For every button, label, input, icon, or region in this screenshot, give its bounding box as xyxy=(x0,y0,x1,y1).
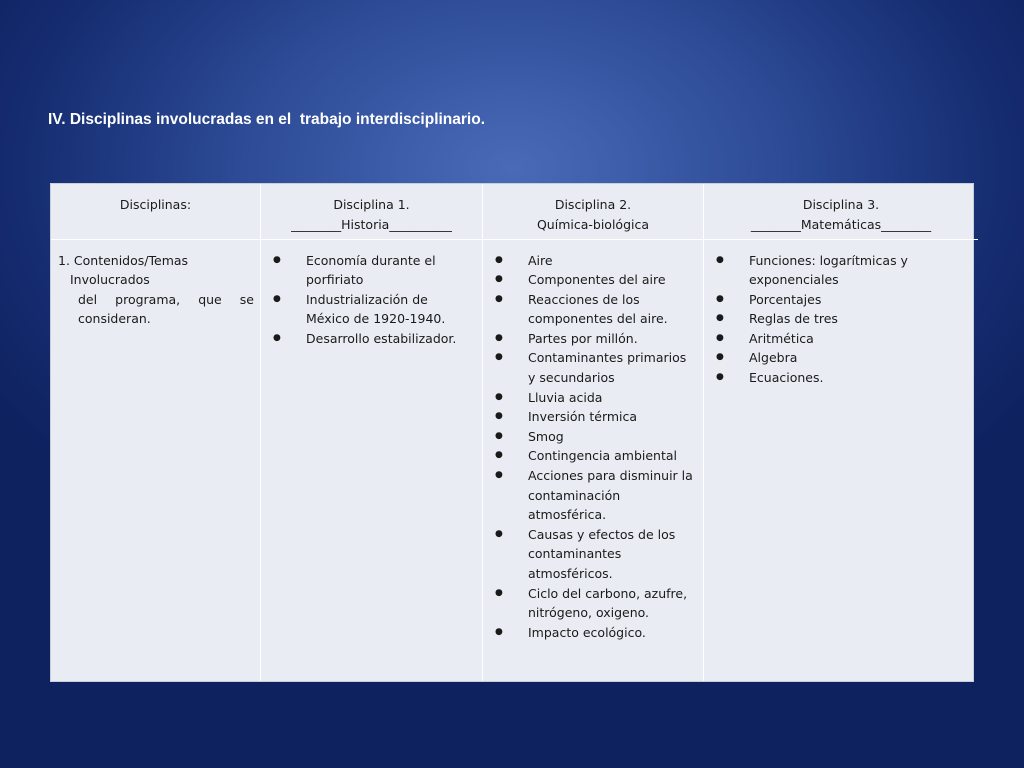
list-item-text: Economía durante el porfiriato xyxy=(306,252,436,288)
header-disciplinas xyxy=(51,184,261,239)
header-disciplina-2-number: Disciplina 2. xyxy=(554,197,632,212)
row-label-line-1: 1. Contenidos/Temas xyxy=(58,252,189,268)
list-item xyxy=(483,446,695,466)
bullet-icon: ● xyxy=(495,450,503,461)
list-item-text: Impacto ecológico. xyxy=(528,624,646,640)
list-item-text: Aire xyxy=(528,252,553,268)
list-item xyxy=(704,290,970,310)
list-item-text: Partes por millón. xyxy=(528,330,638,346)
list-item-text: Smog xyxy=(528,428,564,444)
list-item xyxy=(483,427,695,447)
header-disciplina-3 xyxy=(704,184,979,239)
list-item-text: Reglas de tres xyxy=(749,311,838,327)
bullet-icon: ● xyxy=(495,391,503,402)
bullet-icon: ● xyxy=(495,430,503,441)
list-item xyxy=(704,309,970,329)
header-disciplina-1-name: ________Historia__________ xyxy=(291,216,452,232)
header-disciplina-2 xyxy=(483,184,704,239)
matematicas-topics-cell xyxy=(704,239,979,681)
bullet-icon: ● xyxy=(495,293,503,304)
slide-title: IV. Disciplinas involucradas en el trabajo interdisciplinario. xyxy=(48,111,486,128)
bullet-icon: ● xyxy=(273,254,281,265)
list-item-text: Algebra xyxy=(749,350,798,366)
list-item-text: Contaminantes primarios y secundarios xyxy=(528,350,687,386)
list-item xyxy=(704,368,970,388)
quimica-topics-cell xyxy=(483,239,704,681)
disciplines-table xyxy=(50,183,974,682)
list-item-text: Ciclo del carbono, azufre, nitrógeno, oxigeno. xyxy=(528,585,688,621)
list-item xyxy=(483,466,695,525)
list-item-text: Porcentajes xyxy=(749,291,822,307)
header-disciplina-3-name: ________Matemáticas________ xyxy=(750,216,932,232)
list-item xyxy=(483,388,695,408)
bullet-icon: ● xyxy=(273,293,281,304)
contenidos-row xyxy=(51,239,978,681)
header-disciplina-3-number: Disciplina 3. xyxy=(802,197,880,212)
bullet-icon: ● xyxy=(495,352,503,363)
row-label-cell xyxy=(51,239,261,681)
row-label-line-4: consideran. xyxy=(78,311,151,327)
list-item-text: Acciones para disminuir la contaminación atmosférica. xyxy=(528,468,693,523)
list-item xyxy=(483,290,695,329)
bullet-icon: ● xyxy=(273,332,281,343)
list-item-text: Reacciones de los componentes del aire. xyxy=(528,291,668,327)
list-item-text: Contingencia ambiental xyxy=(528,448,678,464)
bullet-icon: ● xyxy=(495,254,503,265)
list-item xyxy=(483,329,695,349)
list-item-text: Lluvia acida xyxy=(528,389,603,405)
list-item xyxy=(704,251,970,290)
row-label-line-2: Involucrados xyxy=(70,272,150,288)
bullet-icon: ● xyxy=(716,313,724,324)
matematicas-topics-list xyxy=(704,240,978,388)
header-disciplinas-label: Disciplinas: xyxy=(119,197,192,212)
row-label-line-3: del programa, que se xyxy=(78,291,254,307)
header-disciplina-1-number: Disciplina 1. xyxy=(333,197,410,212)
bullet-icon: ● xyxy=(716,293,724,304)
bullet-icon: ● xyxy=(495,470,503,481)
bullet-icon: ● xyxy=(716,332,724,343)
list-item-text: Desarrollo estabilizador. xyxy=(306,330,457,346)
bullet-icon: ● xyxy=(495,332,503,343)
list-item xyxy=(483,348,695,387)
list-item-text: Causas y efectos de los contaminantes atmosféricos. xyxy=(528,526,676,581)
bullet-icon: ● xyxy=(495,411,503,422)
historia-topics-list xyxy=(261,240,482,349)
bullet-icon: ● xyxy=(495,626,503,637)
list-item xyxy=(261,251,474,290)
bullet-icon: ● xyxy=(495,274,503,285)
list-item xyxy=(483,407,695,427)
bullet-icon: ● xyxy=(716,372,724,383)
list-item xyxy=(261,290,474,329)
list-item xyxy=(704,329,970,349)
list-item xyxy=(483,525,695,584)
bullet-icon: ● xyxy=(716,352,724,363)
list-item xyxy=(261,329,474,349)
list-item-text: Componentes del aire xyxy=(528,272,666,288)
list-item-text: Funciones: logarítmicas y exponenciales xyxy=(749,252,908,288)
list-item-text: Ecuaciones. xyxy=(749,370,824,386)
historia-topics-cell xyxy=(261,239,483,681)
list-item xyxy=(704,348,970,368)
list-item xyxy=(483,251,695,271)
list-item xyxy=(483,584,695,623)
bullet-icon: ● xyxy=(495,587,503,598)
header-disciplina-1 xyxy=(261,184,483,239)
header-disciplina-2-name: Química-biológica xyxy=(536,216,650,232)
bullet-icon: ● xyxy=(495,528,503,539)
list-item-text: Inversión térmica xyxy=(528,409,638,425)
list-item xyxy=(483,270,695,290)
header-row xyxy=(51,184,978,239)
list-item-text: Aritmética xyxy=(749,330,814,346)
quimica-topics-list xyxy=(483,240,703,643)
list-item-text: Industrialización de México de 1920-1940. xyxy=(306,291,446,327)
list-item xyxy=(483,623,695,643)
bullet-icon: ● xyxy=(716,254,724,265)
